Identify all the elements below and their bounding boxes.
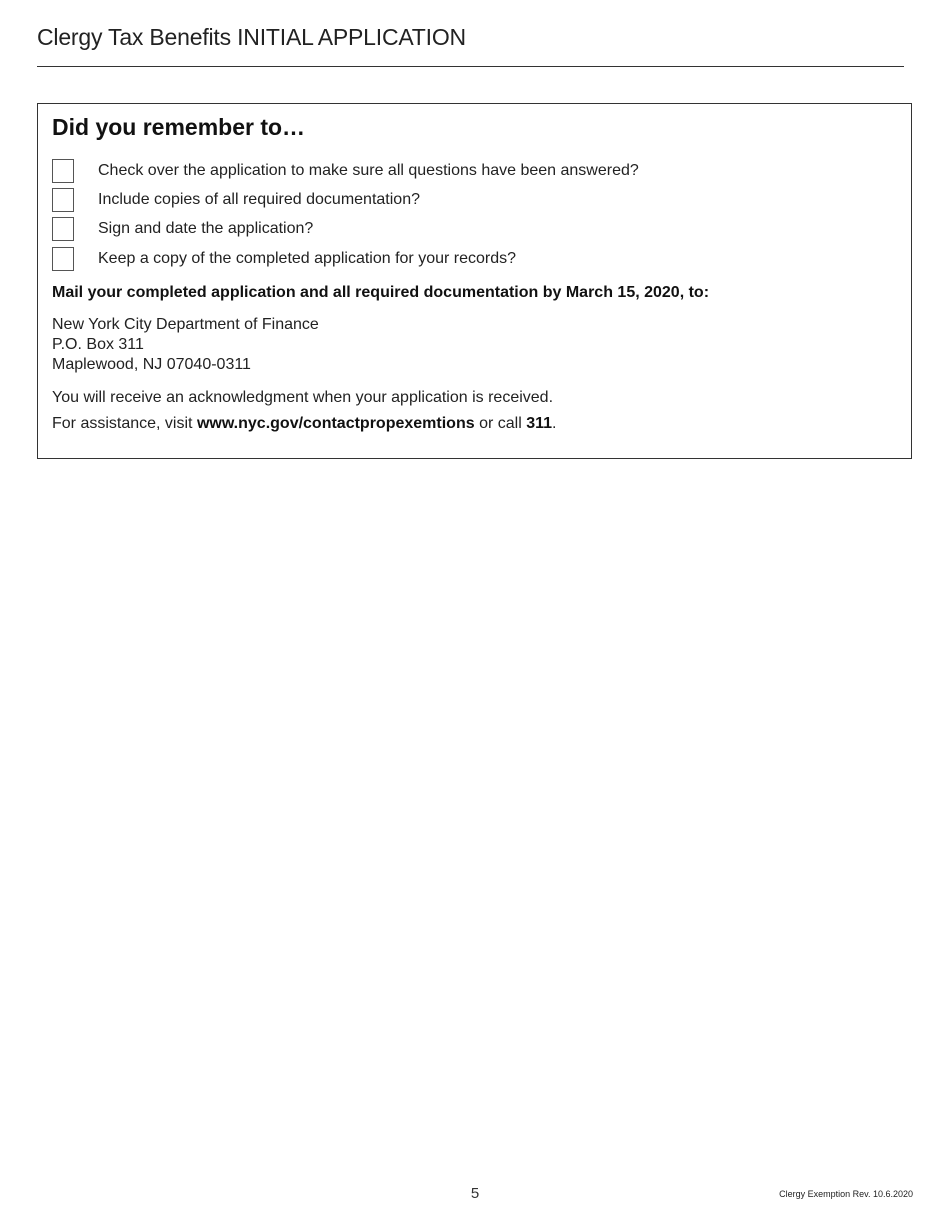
checklist-item-label: Include copies of all required documentation? (98, 191, 420, 208)
header-divider (37, 66, 904, 67)
address-line: Maplewood, NJ 07040-0311 (52, 356, 251, 373)
address-line: New York City Department of Finance (52, 316, 319, 333)
assistance-text (52, 415, 556, 433)
assistance-phone: 311 (526, 415, 553, 432)
checklist-heading: Did you remember to… (52, 114, 306, 140)
mail-instruction: Mail your completed application and all required documentation by March 15, 2020, to: (52, 284, 710, 301)
checklist-item-label: Sign and date the application? (98, 220, 314, 237)
checklist-item-label: Check over the application to make sure all questions have been answered? (98, 162, 639, 179)
assistance-prefix: For assistance, visit (52, 415, 197, 432)
assistance-middle: or call (474, 415, 527, 432)
checklist-item (52, 188, 892, 214)
page-number: 5 (470, 1185, 480, 1202)
assistance-url[interactable]: www.nyc.gov/contactpropexemtions (196, 415, 475, 432)
checklist-checkbox[interactable] (52, 217, 74, 241)
checklist-item (52, 247, 892, 273)
revision-note: Clergy Exemption Rev. 10.6.2020 (779, 1189, 913, 1199)
page-title: Clergy Tax Benefits INITIAL APPLICATION (37, 24, 466, 50)
checklist-item (52, 217, 892, 243)
acknowledgment-text: You will receive an acknowledgment when your application is received. (52, 389, 554, 406)
assistance-suffix: . (552, 415, 557, 432)
checklist-checkbox[interactable] (52, 247, 74, 271)
checklist-checkbox[interactable] (52, 159, 74, 183)
checklist-checkbox[interactable] (52, 188, 74, 212)
address-line: P.O. Box 311 (52, 336, 144, 353)
checklist-item (52, 159, 892, 185)
mailing-address (52, 315, 319, 375)
checklist-item-label: Keep a copy of the completed application for your records? (98, 250, 517, 267)
checklist-box (37, 103, 912, 459)
